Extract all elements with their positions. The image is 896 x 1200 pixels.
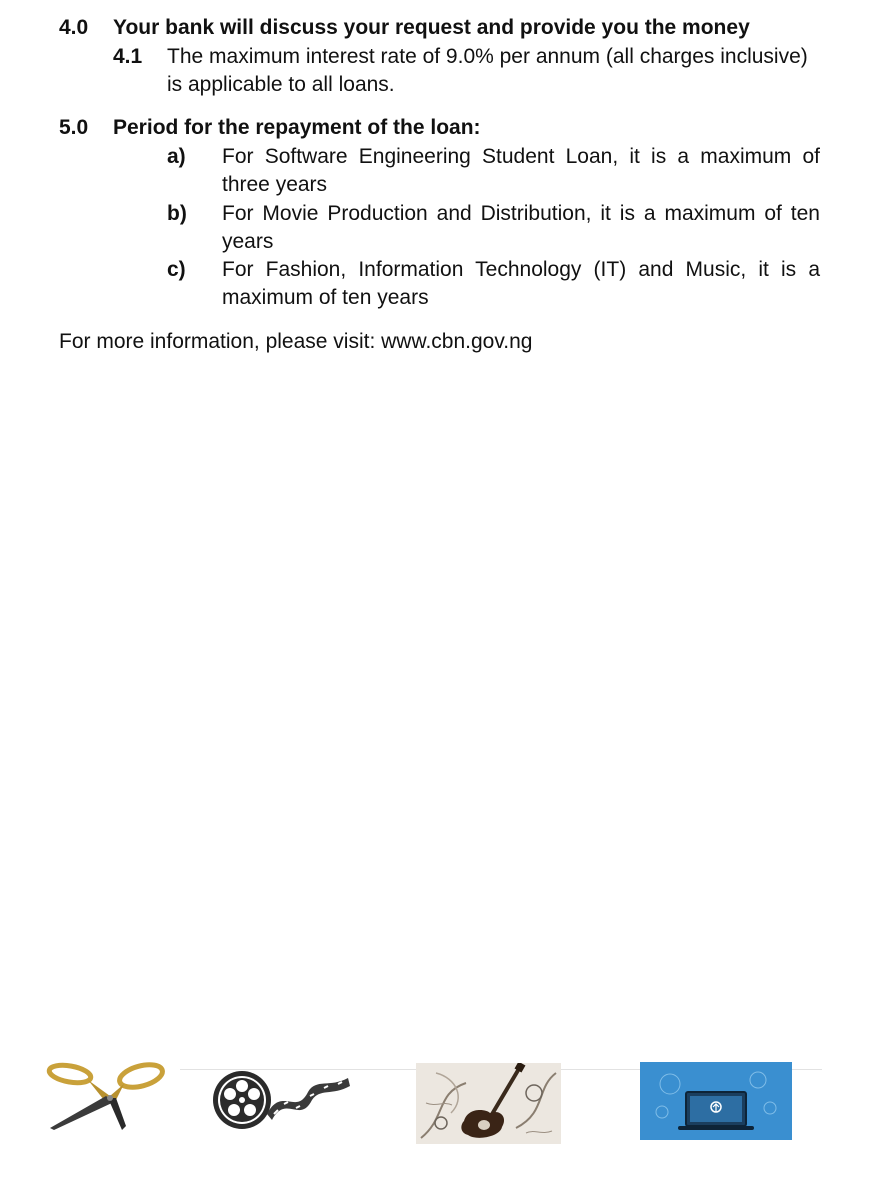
film-reel-icon [212, 1066, 352, 1132]
list-item-marker-a: a) [167, 145, 186, 168]
section-4-1-line-2: is applicable to all loans. [167, 73, 395, 96]
laptop-icon [640, 1062, 792, 1140]
list-item-b-line-1: For Movie Production and Distribution, it is a maximum of ten [222, 202, 820, 225]
section-4-1-number: 4.1 [113, 45, 143, 68]
list-item-a-line-1: For Software Engineering Student Loan, it is a maximum of [222, 145, 820, 168]
section-5-number: 5.0 [59, 116, 89, 139]
scissors-icon [44, 1060, 170, 1132]
list-item-c-line-1: For Fashion, Information Technology (IT) and Music, it is a [222, 258, 820, 281]
list-item-marker-b: b) [167, 202, 187, 225]
more-info-text: For more information, please visit: www.cbn.gov.ng [59, 330, 533, 353]
list-item-marker-c: c) [167, 258, 186, 281]
section-4-number: 4.0 [59, 16, 89, 39]
list-item-c-line-2: maximum of ten years [222, 286, 429, 309]
list-item-a-line-2: three years [222, 173, 328, 196]
guitar-art-icon [416, 1063, 561, 1144]
section-4-title: Your bank will discuss your request and provide you the money [113, 16, 750, 39]
section-5-title: Period for the repayment of the loan: [113, 116, 481, 139]
section-4-1-line-1: The maximum interest rate of 9.0% per annum (all charges inclusive) [167, 45, 808, 68]
list-item-b-line-2: years [222, 230, 274, 253]
